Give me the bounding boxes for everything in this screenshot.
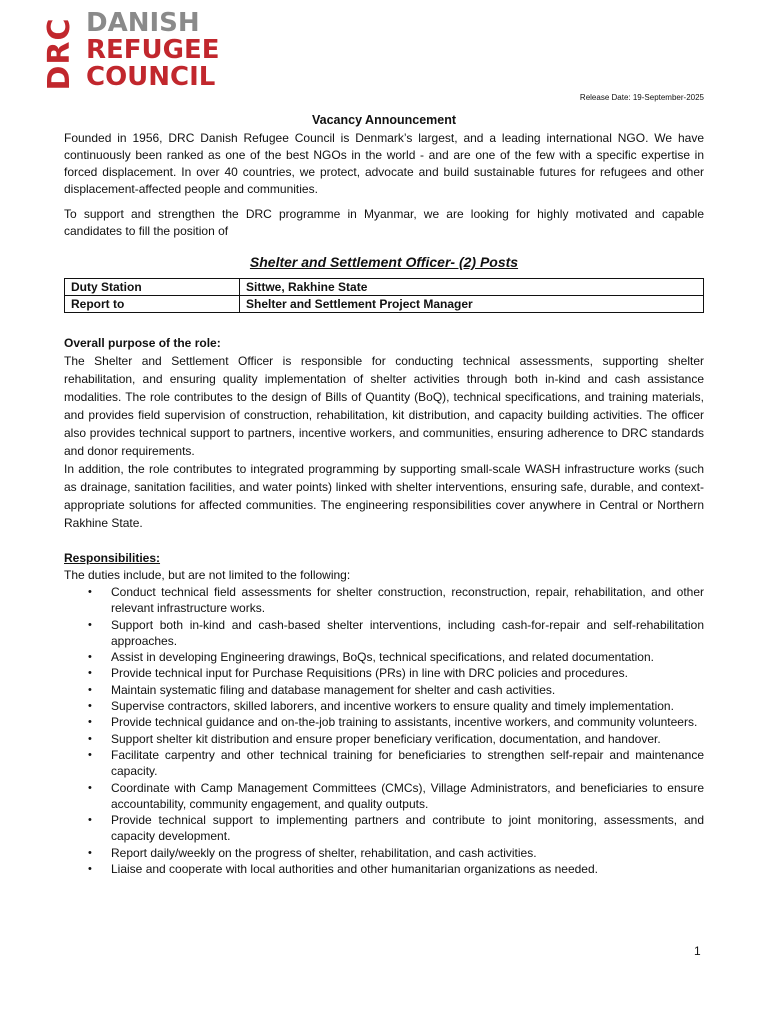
list-item-text: Maintain systematic filing and database management for shelter and cash activities. xyxy=(111,682,556,697)
list-item xyxy=(64,584,704,617)
list-item xyxy=(64,682,704,698)
list-item xyxy=(64,665,704,681)
drc-logo xyxy=(42,8,220,94)
logo-mark-text: DRC xyxy=(42,17,77,91)
list-item xyxy=(64,861,704,877)
list-item xyxy=(64,780,704,813)
list-item xyxy=(64,714,704,730)
intro-paragraph-2: To support and strengthen the DRC programme in Myanmar, we are looking for highly motivated and capable candidates to fill the position of xyxy=(64,207,704,238)
table-row xyxy=(65,279,704,296)
intro-paragraph-1: Founded in 1956, DRC Danish Refugee Council is Denmark’s largest, and a leading international NGO. We have continuously been ranked as one of the best NGOs in the world - and are one of the few with a specific expertise in forced displacement. In over 40 countries, we protect, advocate and build sustainable futures for refugees and other displacement-affected people and communities. xyxy=(64,131,704,196)
bullet-icon: • xyxy=(88,700,92,713)
purpose-paragraph-2: In addition, the role contributes to integrated programming by supporting small-scale WASH infrastructure works (such as drainage, sanitation facilities, and water points) linked with shelter interventions, ensuring safe, durable, and context-appropriate solutions for affected communities. The engineering responsibilities cover anywhere in Central or Northern Rakhine State. xyxy=(64,462,704,530)
bullet-icon: • xyxy=(88,683,92,696)
drc-logo-mark xyxy=(42,14,78,94)
responsibilities-intro: The duties include, but are not limited to the following: xyxy=(64,568,351,582)
responsibilities-heading: Responsibilities: xyxy=(64,551,161,565)
bullet-icon: • xyxy=(88,667,92,680)
bullet-icon: • xyxy=(88,846,92,859)
detail-value: Shelter and Settlement Project Manager xyxy=(240,296,704,313)
purpose-section xyxy=(64,335,704,532)
purpose-heading: Overall purpose of the role: xyxy=(64,336,221,350)
list-item xyxy=(64,649,704,665)
detail-value: Sittwe, Rakhine State xyxy=(240,279,704,296)
bullet-icon: • xyxy=(88,814,92,827)
list-item-text: Report daily/weekly on the progress of shelter, rehabilitation, and cash activities. xyxy=(111,845,537,860)
table-row xyxy=(65,296,704,313)
responsibilities-list xyxy=(64,584,704,877)
logo-line-refugee: REFUGEE xyxy=(86,35,220,65)
bullet-icon: • xyxy=(88,748,92,761)
list-item-text: Conduct technical field assessments for shelter construction, reconstruction, repair, rehabilitation, and other relevant infrastructure works. xyxy=(111,585,704,616)
list-item-text: Support both in-kind and cash-based shelter interventions, including cash-for-repair and self-rehabilitation approaches. xyxy=(111,617,704,648)
bullet-icon: • xyxy=(88,781,92,794)
bullet-icon: • xyxy=(88,586,92,598)
bullet-icon: • xyxy=(88,651,92,664)
release-date: Release Date: 19-September-2025 xyxy=(579,93,704,102)
document-title: Vacancy Announcement xyxy=(311,113,457,127)
list-item-text: Provide technical support to implementing partners and contribute to joint monitoring, assessments, and capacity development. xyxy=(111,813,704,844)
list-item xyxy=(64,747,704,780)
list-item xyxy=(64,698,704,714)
detail-label: Duty Station xyxy=(65,279,240,296)
list-item-text: Supervise contractors, skilled laborers, and incentive workers to ensure quality and timely implementation. xyxy=(111,699,674,714)
document-body xyxy=(64,112,704,877)
list-item-text: Assist in developing Engineering drawings, BoQs, technical specifications, and related documentation. xyxy=(111,650,654,665)
position-title: Shelter and Settlement Officer- (2) Posts xyxy=(249,254,519,270)
list-item-text: Liaise and cooperate with local authorities and other humanitarian organizations as needed. xyxy=(111,862,598,877)
list-item-text: Provide technical guidance and on-the-job training to assistants, incentive workers, and community volunteers. xyxy=(111,715,698,730)
purpose-paragraph-1: The Shelter and Settlement Officer is responsible for conducting technical assessments, supporting shelter rehabilitation, and ensuring quality implementation of shelter activities through both in-kind and cash assistance modalities. The role contributes to the design of Bills of Quantity (BoQ), technical specifications, and training materials, and provides field supervision of construction, rehabilitation, kit distribution, and capacity building activities. The officer also provides technical support to partners, incentive workers, and communities, ensuring adherence to DRC standards and donor requirements. xyxy=(64,354,704,458)
list-item xyxy=(64,812,704,845)
list-item xyxy=(64,845,704,861)
responsibilities-section xyxy=(64,550,704,877)
list-item-text: Facilitate carpentry and other technical training for beneficiaries to strengthen self-repair and maintenance capacity. xyxy=(111,747,704,779)
bullet-icon: • xyxy=(88,732,92,745)
logo-line-danish: DANISH xyxy=(86,8,200,38)
position-details-table xyxy=(64,278,704,313)
list-item xyxy=(64,617,704,650)
logo-line-council: COUNCIL xyxy=(86,62,216,92)
list-item xyxy=(64,731,704,747)
logo-wordmark xyxy=(86,10,220,91)
list-item-text: Support shelter kit distribution and ensure proper beneficiary verification, documentation, and handover. xyxy=(111,731,661,746)
bullet-icon: • xyxy=(88,863,92,876)
bullet-icon: • xyxy=(88,716,92,729)
page-number: 1 xyxy=(694,944,701,958)
list-item-text: Provide technical input for Purchase Requisitions (PRs) in line with DRC policies and procedures. xyxy=(111,666,628,681)
bullet-icon: • xyxy=(88,618,92,631)
list-item-text: Coordinate with Camp Management Committees (CMCs), Village Administrators, and beneficiaries to ensure accountability, community engagement, and quality outputs. xyxy=(111,780,704,811)
detail-label: Report to xyxy=(65,296,240,313)
